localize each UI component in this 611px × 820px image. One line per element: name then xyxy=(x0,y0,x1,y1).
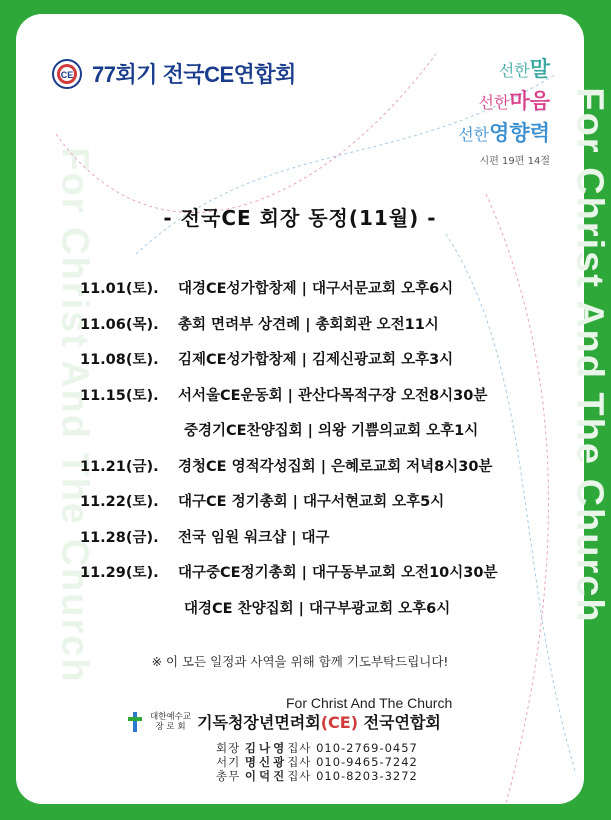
cross-icon xyxy=(126,711,144,733)
ce-emblem-icon xyxy=(52,59,82,89)
contact-row: 회장 김나영집사 010-2769-0457 xyxy=(216,741,418,755)
slogan-line-3: 선한영향력 xyxy=(458,121,550,145)
schedule-row: 11.01(토). 대경CE성가합창제 | 대구서문교회 오후6시 xyxy=(80,281,454,297)
page-title: - 전국CE 회장 동정(11월) - xyxy=(163,206,437,230)
contact-list xyxy=(216,741,418,783)
header-logo xyxy=(52,58,296,89)
prayer-note: ※ 이 모든 일정과 사역을 위해 함께 기도부탁드립니다! xyxy=(151,654,449,669)
slogan xyxy=(458,54,550,167)
schedule-row: 11.21(금). 경청CE 영적각성집회 | 은혜로교회 저녁8시30분 xyxy=(80,458,493,475)
denomination: 대한예수교 장 로 회 xyxy=(150,711,192,732)
schedule-row-continued: 중경기CE찬양집회 | 의왕 기쁨의교회 오후1시 xyxy=(184,423,479,439)
schedule-row-continued: 대경CE 찬양집회 | 대구부광교회 오후6시 xyxy=(184,600,451,617)
schedule-row: 11.28(금). 전국 임원 워크샵 | 대구 xyxy=(80,529,330,546)
schedule-row: 11.22(토). 대구CE 정기총회 | 대구서현교회 오후5시 xyxy=(80,494,445,510)
svg-text:CE: CE xyxy=(60,69,74,80)
contact-row: 서기 명신광집사 010-9465-7242 xyxy=(216,755,418,769)
footer-tagline: For Christ And The Church xyxy=(286,695,453,711)
slogan-line-2: 선한마음 xyxy=(478,89,550,113)
footer-organization xyxy=(126,710,441,733)
schedule-row: 11.29(토). 대구중CE정기총회 | 대구동부교회 오전10시30분 xyxy=(80,565,498,581)
slogan-line-1: 선한말 xyxy=(498,57,550,81)
org-title: 77회기 전국CE연합회 xyxy=(92,62,296,87)
schedule-row: 11.08(토). 김제CE성가합창제 | 김제신광교회 오후3시 xyxy=(80,352,454,368)
poster-card xyxy=(16,14,611,804)
schedule-row: 11.06(목). 총회 면려부 상견례 | 총회회관 오전11시 xyxy=(80,316,439,333)
contact-row: 총무 이덕진집사 010-8203-3272 xyxy=(216,769,418,783)
schedule-list xyxy=(80,272,564,627)
footer-org-name: 기독청장년면려회(CE) 전국연합회 xyxy=(197,713,441,732)
schedule-row: 11.15(토). 서서울CE운동회 | 관산다목적구장 오전8시30분 xyxy=(80,387,488,404)
slogan-reference: 시편 19편 14절 xyxy=(479,156,550,167)
watermark-right: For Christ And The Church xyxy=(568,87,611,624)
watermark-left: For Christ And The Church xyxy=(53,147,96,684)
